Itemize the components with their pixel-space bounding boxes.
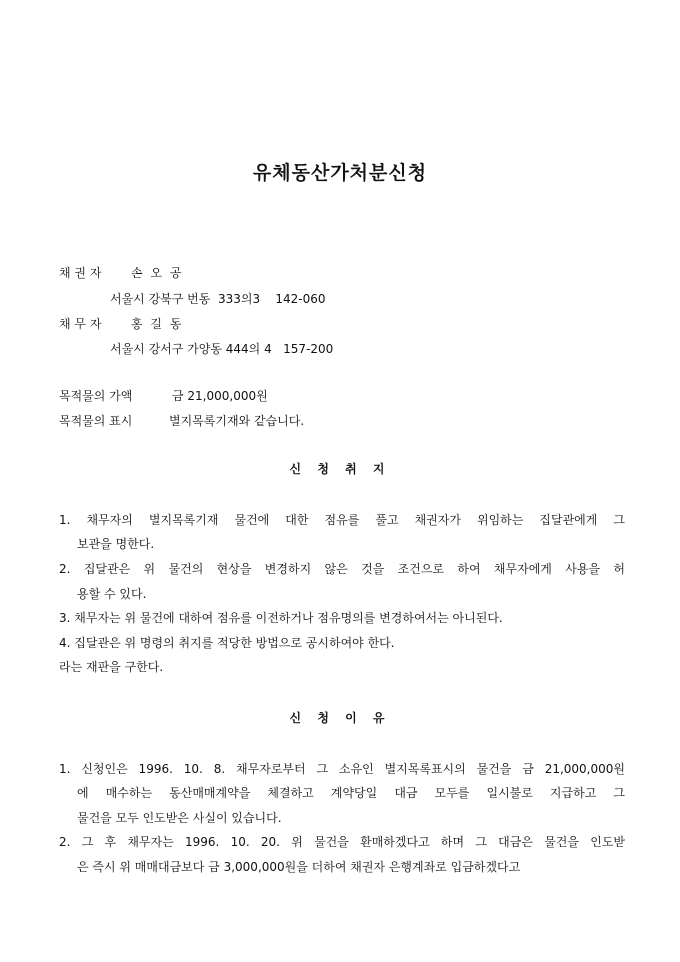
reason-heading: 신 청 이 유 [289,711,391,725]
debtor-name: 홍 길 동 [131,317,184,331]
purpose-item-2-line1: 2. 집달관은 위 물건의 현상을 변경하지 않은 것을 조건으로 하여 채무자에게 사용을 허 [59,562,625,576]
purpose-item-3-line1: 3. 채무자는 위 물건에 대하여 점유를 이전하거나 점유명의를 변경하여서는 아니된다. [59,611,503,625]
creditor-address: 서울시 강북구 번동 333의3 142-060 [110,292,326,306]
target-display-label: 목적물의 표시 [59,414,133,428]
creditor-name: 손 오 공 [131,266,184,280]
purpose-closing: 라는 재판을 구한다. [59,660,164,674]
purpose-item-2-line2: 용할 수 있다. [77,587,147,601]
target-value-label: 목적물의 가액 [59,389,133,403]
reason-item-2-line2: 은 즉시 위 매매대금보다 금 3,000,000원을 더하여 채권자 은행계좌로 입금하겠다고 [77,860,521,874]
document-title: 유체동산가처분신청 [252,162,428,184]
reason-item-1-line3: 물건을 모두 인도받은 사실이 있습니다. [77,811,282,825]
target-value: 금 21,000,000원 [172,389,268,403]
reason-item-1-line2: 에 매수하는 동산매매계약을 체결하고 계약당일 대금 모두를 일시불로 지급하고 그 [77,786,625,800]
purpose-item-1-line2: 보관을 명한다. [77,537,155,551]
purpose-heading: 신 청 취 지 [289,462,391,476]
purpose-item-1-line1: 1. 채무자의 별지목록기재 물건에 대한 점유를 풀고 채권자가 위임하는 집달관에게 그 [59,513,625,527]
debtor-address: 서울시 강서구 가양동 444의 4 157-200 [110,342,334,356]
reason-item-1-line1: 1. 신청인은 1996. 10. 8. 채무자로부터 그 소유인 별지목록표시의 물건을 금 21,000,000원 [59,762,625,776]
creditor-label: 채 권 자 [59,266,102,280]
reason-item-2-line1: 2. 그 후 채무자는 1996. 10. 20. 위 물건을 환매하겠다고 하며 그 대금은 물건을 인도받 [59,835,625,849]
target-display-value: 별지목록기재와 같습니다. [169,414,305,428]
purpose-item-4-line1: 4. 집달관은 위 명령의 취지를 적당한 방법으로 공시하여야 한다. [59,636,395,650]
debtor-label: 채 무 자 [59,317,102,331]
